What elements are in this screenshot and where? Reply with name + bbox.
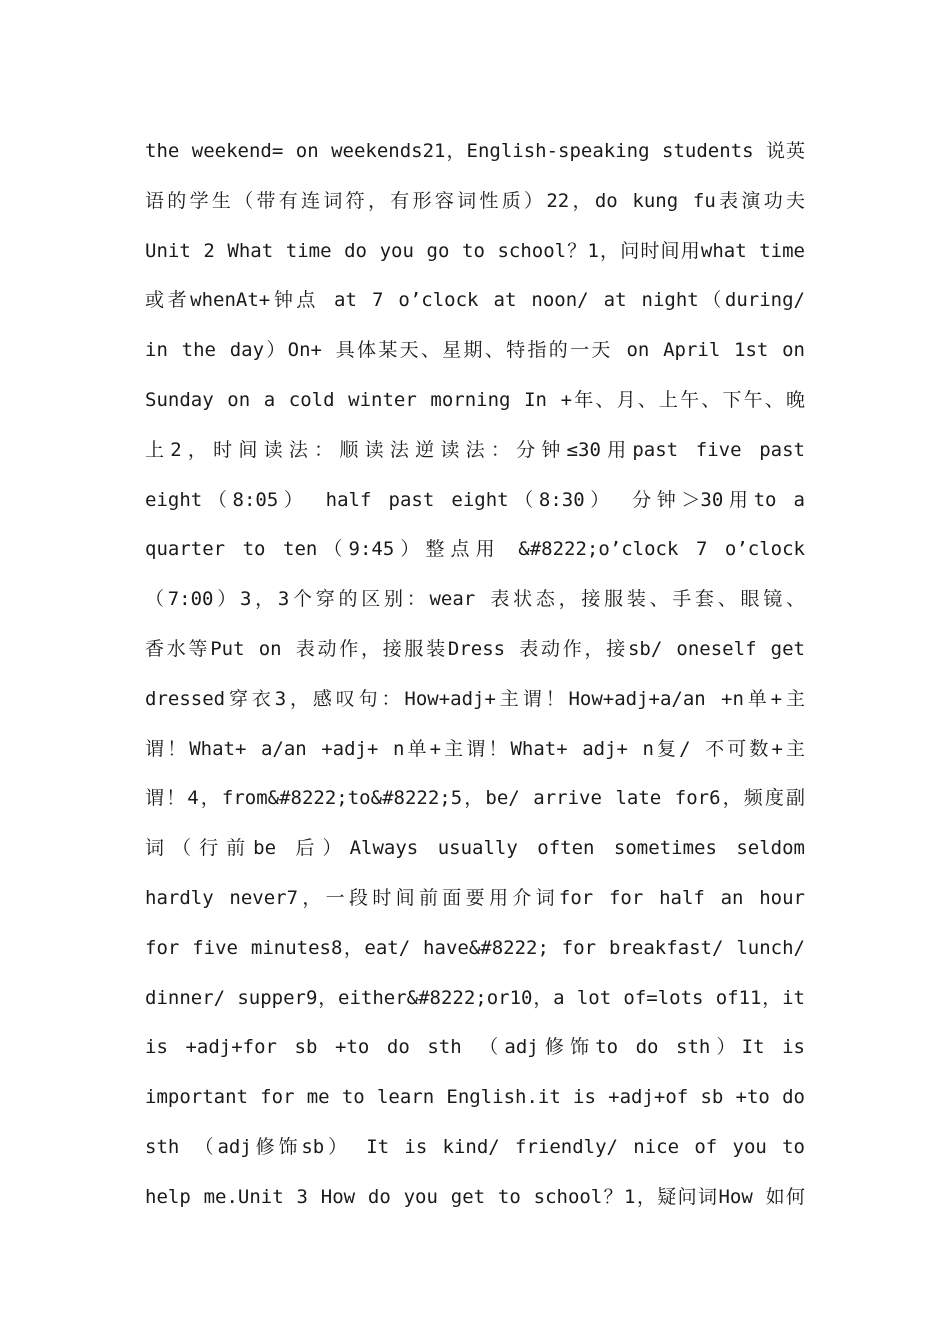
text-line: important for me to learn English.it is +adj+of sb +to do: [145, 1086, 805, 1109]
text-line: 上2，时间读法：顺读法逆读法：分钟≤30用past five past: [145, 438, 805, 461]
text-line: the weekend= on weekends21，English-speaking students 说英: [145, 140, 805, 162]
body-text: [145, 127, 805, 1223]
text-line: for five minutes8，eat/ have&#8222; for breakfast/ lunch/: [145, 936, 805, 959]
text-line: dinner/ supper9，either&#8222;or10，a lot of=lots of11，it: [145, 986, 805, 1009]
text-line: Sunday on a cold winter morning In +年、月、上午、下午、晚: [145, 388, 805, 411]
text-line: quarter to ten（9:45）整点用 &#8222;o’clock 7 o’clock: [145, 538, 805, 561]
text-line: dressed穿衣3，感叹句：How+adj+主谓！How+adj+a/an +n单+主: [145, 687, 805, 710]
text-line: help me.Unit 3 How do you get to school？1，疑问词How 如何: [145, 1185, 805, 1208]
text-line: 谓！What+ a/an +adj+ n单+主谓！What+ adj+ n复/ 不可数+主: [145, 737, 805, 760]
text-line: 香水等Put on 表动作，接服装Dress 表动作，接sb/ oneself get: [145, 637, 805, 660]
text-line: 或者whenAt+钟点 at 7 o’clock at noon/ at night（during/: [145, 289, 805, 312]
text-line: eight（8:05） half past eight（8:30） 分钟＞30用to a: [145, 488, 805, 511]
text-line: （7:00）3，3个穿的区别：wear 表状态，接服装、手套、眼镜、: [145, 588, 805, 611]
text-line: Unit 2 What time do you go to school？1，问时间用what time: [145, 239, 805, 262]
text-line: 语的学生（带有连词符，有形容词性质）22，do kung fu表演功夫: [145, 189, 805, 212]
text-line: 词（行前be 后）Always usually often sometimes seldom: [145, 837, 805, 860]
text-line: sth （adj修饰sb） It is kind/ friendly/ nice of you to: [145, 1135, 805, 1158]
text-line: is +adj+for sb +to do sth （adj修饰to do sth）It is: [145, 1036, 805, 1059]
text-line: 谓！4，from&#8222;to&#8222;5，be/ arrive late for6，频度副: [145, 787, 805, 810]
text-line: in the day）On+ 具体某天、星期、特指的一天 on April 1st on: [145, 339, 805, 362]
text-line: hardly never7，一段时间前面要用介词for for half an hour: [145, 886, 805, 909]
